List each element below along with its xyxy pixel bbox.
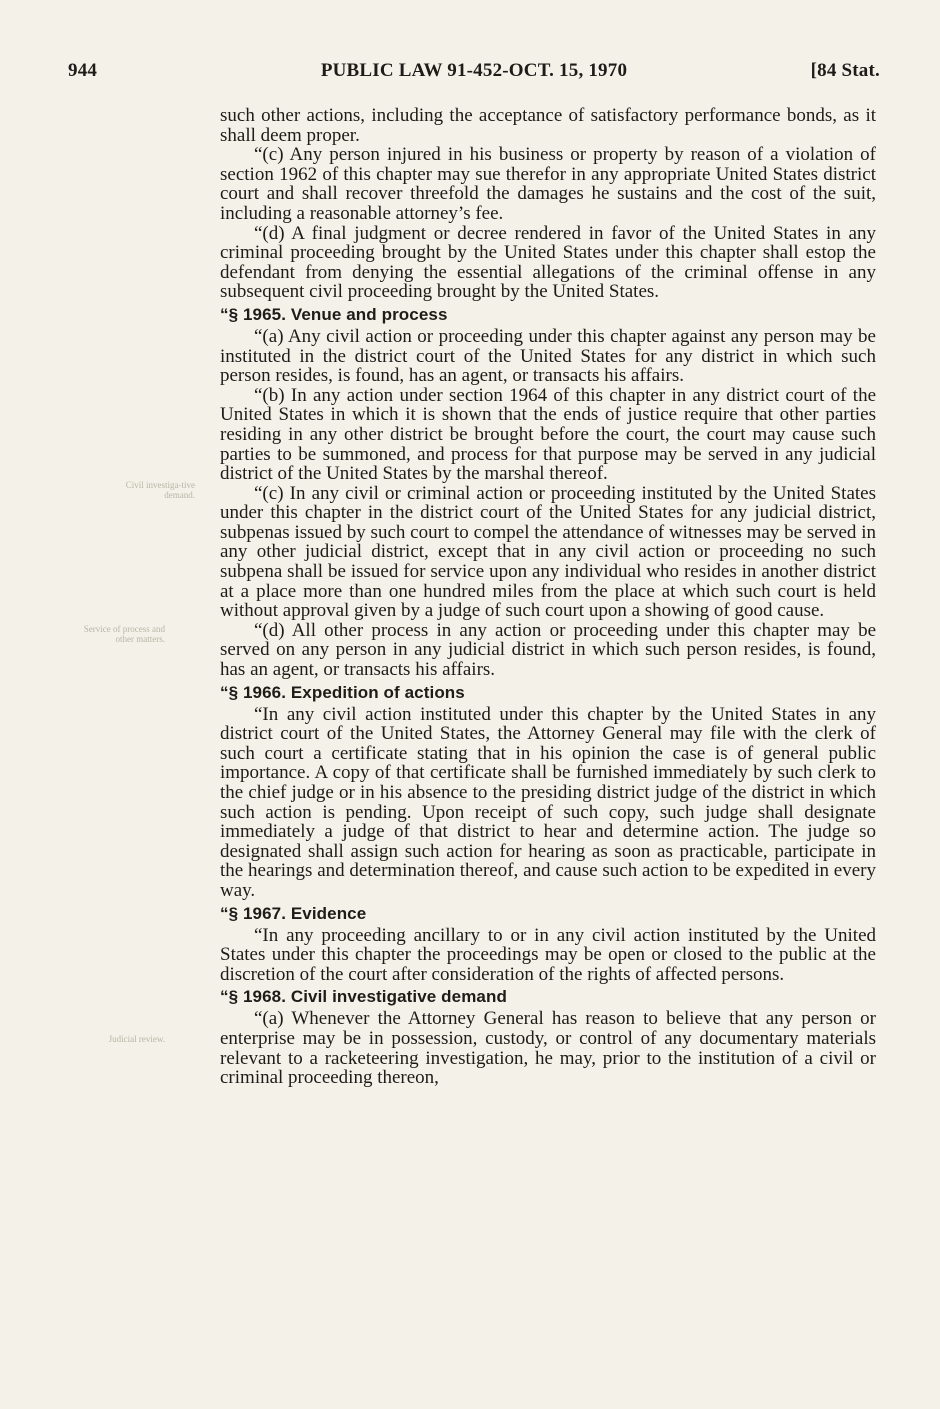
paragraph: “In any proceeding ancillary to or in any civil action instituted by the United States under this chapter the proceedings may be open or closed to the public at the discretion of the court after consideration of the rights of affected persons. (220, 924, 876, 985)
section-heading-1967: “§ 1967. Evidence (220, 903, 367, 923)
paragraph: “(b) In any action under section 1964 of this chapter in any district court of the United States in which it is shown that the ends of justice require that other parties residing in any other district be brought before the court, the court may cause such parties to be summoned, and process for that purpose may be served in any judicial district of the United States by the marshal thereof. (220, 384, 876, 485)
section-heading-1965: “§ 1965. Venue and process (220, 304, 448, 324)
section-heading-1966: “§ 1966. Expedition of actions (220, 682, 465, 702)
paragraph: “(d) A final judgment or decree rendered in favor of the United States in any criminal proceeding brought by the United States under this chapter shall estop the defendant from denying the essential allegations of the criminal offense in any subsequent civil proceeding brought by the United States. (220, 222, 876, 303)
paragraph: “(a) Any civil action or proceeding under this chapter against any person may be instituted in the district court of the United States for any district in which such person resides, is found, has an agent, or transacts his affairs. (220, 325, 876, 387)
section-heading-1968: “§ 1968. Civil investigative demand (220, 987, 507, 1007)
margin-note-2: Service of process and other matters. (83, 624, 165, 644)
paragraph: “(c) In any civil or criminal action or proceeding instituted by the United States under this chapter in the district court of the United States for any judicial district, subpenas issued by such court to compel the attendance of witnesses may be served in any other judicial district, except that in any civil action or proceeding no such subpena shall be issued for service upon any individual who resides in another district at a place more than one hundred miles from the place at which such court is held without approval given by a judge of such court upon a showing of good cause. (220, 482, 876, 622)
page-number: 944 (68, 60, 98, 81)
margin-note-1: Civil investiga-tive demand. (125, 480, 195, 500)
statute-reference: [84 Stat. (810, 60, 880, 81)
paragraph: “(a) Whenever the Attorney General has reason to believe that any person or enterprise may be in possession, custody, or control of any documentary materials relevant to a racketeering investigation, he may, prior to the institution of a civil or criminal proceeding thereon, (220, 1008, 876, 1089)
paragraph: “(d) All other process in any action or proceeding under this chapter may be served on any person in any judicial district in which such person resides, is found, has an agent, or transacts his affairs. (220, 619, 876, 681)
running-head (68, 60, 880, 86)
paragraph: “In any civil action instituted under this chapter by the United States in any district court of the United States, the Attorney General may file with the clerk of such court a certificate stating that in his opinion the case is of general public importance. A copy of that certificate shall be furnished immediately by such clerk to the chief judge or in his absence to the presiding district judge of the district in which such action is pending. Upon receipt of such copy, such judge shall designate immediately a judge of that district to hear and determine action. The judge so designated shall assign such action for hearing as soon as practicable, participate in the hearings and determination thereof, and cause such action to be expedited in every way. (220, 703, 876, 901)
margin-note-3: Judicial review. (108, 1034, 165, 1044)
paragraph: “(c) Any person injured in his business or property by reason of a violation of section 1962 of this chapter may sue therefor in any appropriate United States district court and shall recover threefold the damages he sustains and the cost of the suit, including a reasonable attorney’s fee. (220, 144, 876, 224)
page-title: PUBLIC LAW 91-452-OCT. 15, 1970 (320, 60, 628, 81)
body-text (220, 106, 876, 1088)
paragraph: such other actions, including the acceptance of satisfactory performance bonds, as it shall deem proper. (220, 105, 876, 146)
